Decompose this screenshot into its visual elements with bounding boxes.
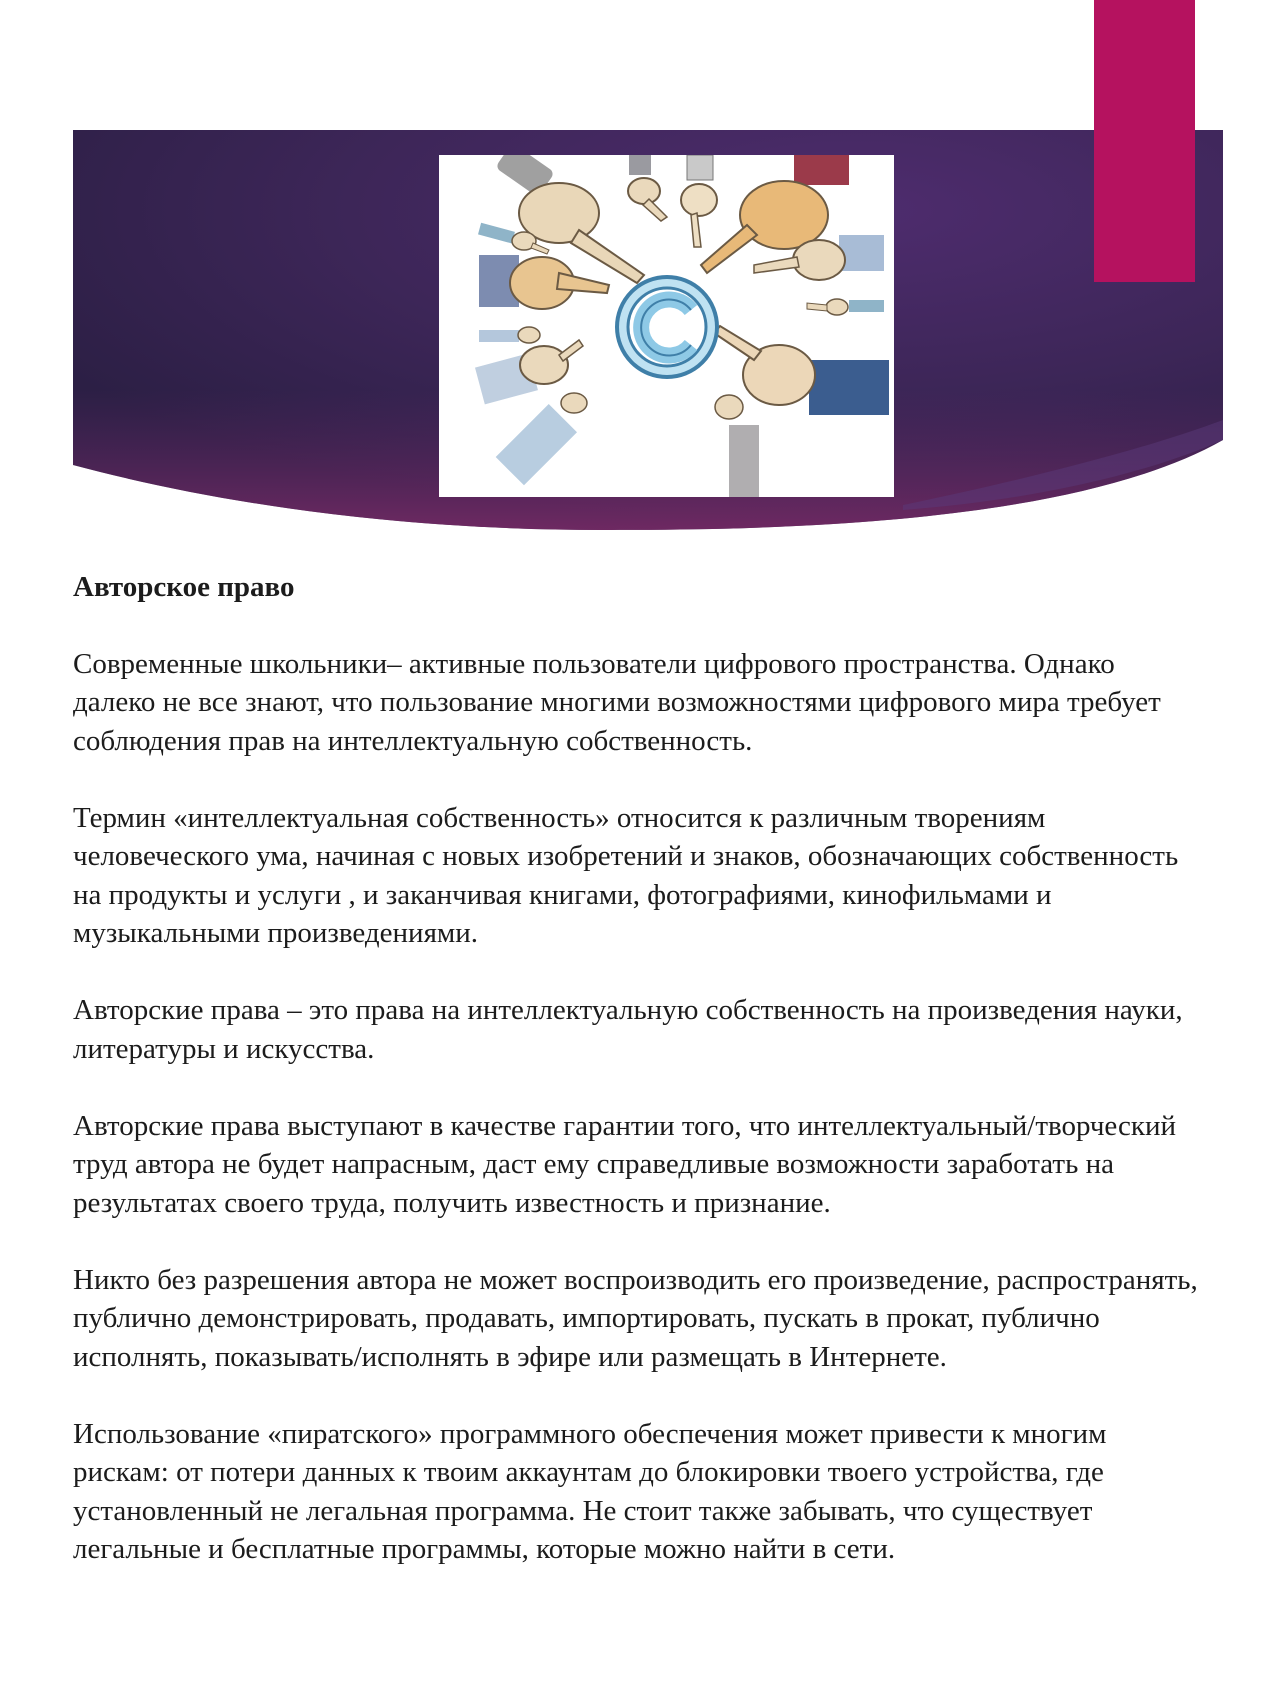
copyright-icon: [617, 277, 717, 377]
article-paragraph-4: Авторские права выступают в качестве гарантии того, что интеллектуальный/творческий труд автора не будет напрасным, даст ему справедливые возможности заработать на результатах своего труда, получить известность и признание.: [73, 1109, 1176, 1219]
hand-left-bottom-small: [479, 327, 540, 343]
hand-top-center: [681, 155, 717, 247]
article-paragraph-1: Современные школьники– активные пользователи цифрового пространства. Однако далеко не все знают, что пользование многими возможностями цифрового мира требует соблюдения прав на интеллектуальную собственность.: [73, 647, 1161, 757]
hand-bottom-left: [496, 393, 587, 485]
copyright-illustration: [439, 155, 894, 497]
hand-right-small: [807, 299, 884, 315]
hand-bottom-right: [715, 395, 759, 497]
article-paragraph-6: Использование «пиратского» программного обеспечения может привести к многим рискам: от потери данных к твоим аккаунтам до блокировки твоего устройства, где установленный не легальная программа. Не стоит также забывать, что существует легальные и бесплатные программы, которые можно найти в сети.: [73, 1417, 1107, 1565]
accent-bar: [1095, 0, 1194, 281]
article-paragraph-3: Авторские права – это права на интеллектуальную собственность на произведения науки, литературы и искусства.: [73, 994, 1183, 1065]
article-heading: Авторское право: [73, 571, 295, 603]
hand-top-center-left: [628, 155, 667, 221]
article: [73, 568, 1203, 1607]
pointing-hands-illustration: [439, 155, 894, 497]
article-paragraph-5: Никто без разрешения автора не может воспроизводить его произведение, распространять, публично демонстрировать, продавать, импортировать, пускать в прокат, публично исполнять, показывать/исполнять в эфире или размещать в Интернете.: [73, 1263, 1198, 1373]
article-paragraph-2: Термин «интеллектуальная собственность» относится к различным творениям человеческого ума, начиная с новых изобретений и знаков, обозначающих собственность на продукты и услуги , и заканчивая книгами, фотографиями, кинофильмами и музыкальными произведениями.: [73, 801, 1179, 949]
hand-left-large: [479, 255, 609, 309]
